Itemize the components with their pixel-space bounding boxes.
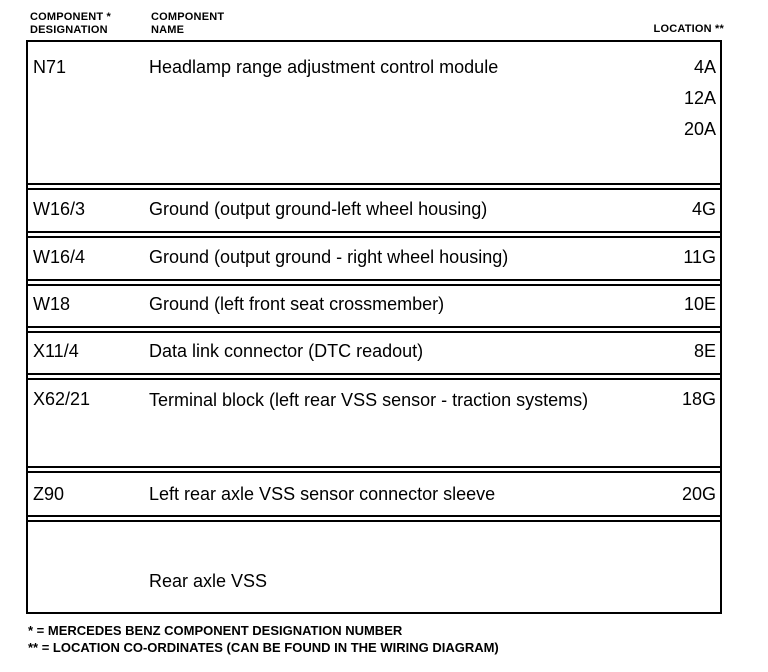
row-divider xyxy=(26,471,722,473)
row-divider xyxy=(26,373,722,375)
column-header-location: LOCATION ** xyxy=(653,23,724,35)
trailing-text: Rear axle VSS xyxy=(149,571,268,591)
header-designation-line2: DESIGNATION xyxy=(30,24,108,36)
header-name-line1: COMPONENT xyxy=(151,11,225,23)
row-name: Ground (output ground - right wheel housing) xyxy=(149,247,509,267)
row-location: 12A xyxy=(683,88,716,108)
row-location: 20G xyxy=(681,484,716,504)
row-divider xyxy=(26,515,722,517)
footnote-designation: * = MERCEDES BENZ COMPONENT DESIGNATION NUMBER xyxy=(28,623,403,638)
row-divider xyxy=(26,378,722,380)
footnote-location: ** = LOCATION CO-ORDINATES (CAN BE FOUND IN THE WIRING DIAGRAM) xyxy=(28,640,499,655)
row-location: 10E xyxy=(683,294,716,314)
row-designation: X11/4 xyxy=(33,341,79,361)
table-top-border xyxy=(26,40,722,42)
row-designation: W18 xyxy=(33,294,71,314)
table-bottom-border xyxy=(26,612,722,614)
row-location: 11G xyxy=(683,247,716,267)
row-location: 18G xyxy=(681,389,716,409)
column-header-designation xyxy=(30,11,111,37)
row-designation: W16/4 xyxy=(33,247,86,267)
row-location: 20A xyxy=(683,119,716,139)
row-name: Terminal block (left rear VSS sensor - traction systems) xyxy=(149,390,589,410)
row-divider xyxy=(26,188,722,190)
row-name: Ground (left front seat crossmember) xyxy=(149,294,445,314)
header-name-line2: NAME xyxy=(151,24,185,36)
row-divider xyxy=(26,520,722,522)
column-header-name xyxy=(151,11,224,37)
header-designation-line1: COMPONENT * xyxy=(30,11,112,23)
row-divider xyxy=(26,284,722,286)
row-designation: X62/21 xyxy=(33,389,91,409)
row-divider xyxy=(26,326,722,328)
row-name: Data link connector (DTC readout) xyxy=(149,341,424,361)
row-divider xyxy=(26,331,722,333)
row-designation: N71 xyxy=(33,57,67,77)
row-name: Headlamp range adjustment control module xyxy=(149,57,499,77)
row-location: 4A xyxy=(693,57,716,77)
row-location: 8E xyxy=(693,341,716,361)
row-name: Left rear axle VSS sensor connector sleeve xyxy=(149,484,496,504)
row-location: 4G xyxy=(691,199,716,219)
row-divider xyxy=(26,236,722,238)
row-divider xyxy=(26,279,722,281)
row-name: Ground (output ground-left wheel housing) xyxy=(149,199,488,219)
row-designation: Z90 xyxy=(33,484,65,504)
row-divider xyxy=(26,466,722,468)
row-designation: W16/3 xyxy=(33,199,86,219)
row-divider xyxy=(26,183,722,185)
row-divider xyxy=(26,231,722,233)
